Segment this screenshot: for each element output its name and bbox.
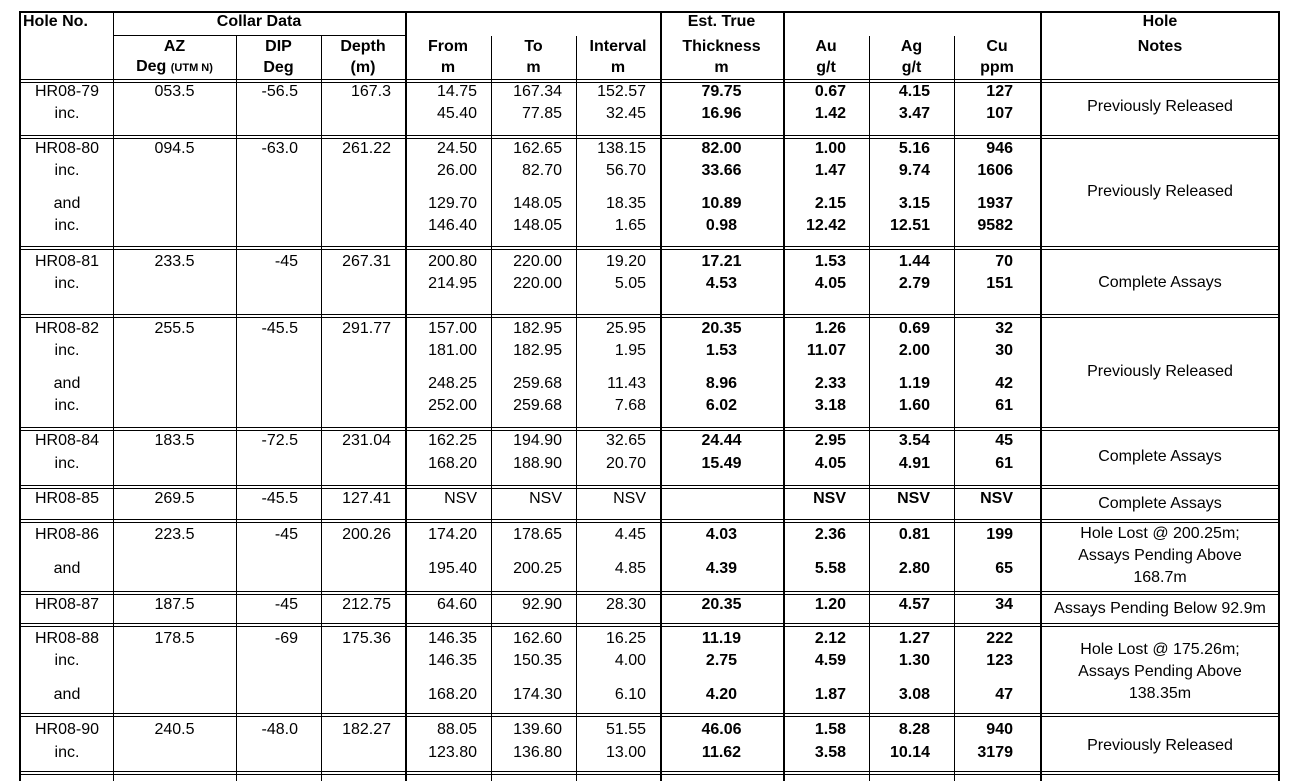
cell-to: 220.00 — [513, 253, 562, 270]
cell-to: 182.95 — [513, 342, 562, 359]
cell-hole: HR08-82 — [34, 320, 100, 337]
cell-est: 4.39 — [705, 560, 738, 577]
cell-au: 1.47 — [814, 162, 846, 179]
cell-from: 45.40 — [436, 105, 477, 122]
cell-hole: HR08-87 — [34, 596, 100, 613]
cell-est: 82.00 — [701, 140, 742, 157]
cell-est: 10.89 — [701, 195, 742, 212]
cell-au: 2.95 — [814, 432, 846, 449]
header-az: AZ — [163, 38, 186, 55]
cell-au: 1.20 — [814, 596, 846, 613]
cell-hole: inc. — [54, 217, 80, 234]
cell-au: 3.58 — [814, 744, 846, 761]
cell-to: 148.05 — [513, 195, 562, 212]
row-divider — [19, 771, 1280, 775]
header-au: Au — [815, 38, 837, 55]
cell-cu: 47 — [995, 686, 1013, 703]
cell-est: 33.66 — [701, 162, 742, 179]
cell-interval: 28.30 — [605, 596, 646, 613]
cell-cu: 940 — [986, 721, 1013, 738]
cell-from: NSV — [444, 490, 477, 507]
note-hr08-88-line3: 138.35m — [1128, 685, 1192, 702]
cell-est: 24.44 — [701, 432, 742, 449]
cell-cu: 61 — [995, 455, 1013, 472]
note-hr08-85: Complete Assays — [1098, 495, 1222, 512]
cell-cu: 65 — [995, 560, 1013, 577]
cell-ag: 3.47 — [898, 105, 930, 122]
cell-au: NSV — [813, 490, 846, 507]
cell-au: 2.12 — [814, 630, 846, 647]
cell-to: 259.68 — [513, 397, 562, 414]
cell-ag: 2.80 — [898, 560, 930, 577]
cell-from: 146.35 — [428, 630, 477, 647]
cell-from: 181.00 — [428, 342, 477, 359]
cell-au: 4.59 — [814, 652, 846, 669]
cell-from: 146.40 — [428, 217, 477, 234]
cell-hole: and — [53, 686, 81, 703]
cell-hole: HR08-79 — [34, 83, 100, 100]
cell-hole: HR08-88 — [34, 630, 100, 647]
cell-au: 11.07 — [806, 342, 846, 359]
cell-interval: 6.10 — [614, 686, 646, 703]
cell-to: 182.95 — [513, 320, 562, 337]
cell-az: 053.5 — [154, 83, 195, 100]
note-hr08-90: Previously Released — [1087, 737, 1233, 754]
cell-au: 1.58 — [814, 721, 846, 738]
cell-hole: inc. — [54, 342, 80, 359]
header-notes-2: Notes — [1137, 38, 1183, 55]
cell-to: 139.60 — [513, 721, 562, 738]
cell-depth: 182.27 — [342, 721, 391, 738]
cell-ag: 8.28 — [898, 721, 930, 738]
row-divider — [19, 314, 1280, 318]
cell-depth: 127.41 — [342, 490, 391, 507]
cell-ag: 9.74 — [898, 162, 930, 179]
cell-from: 129.70 — [428, 195, 477, 212]
cell-hole: HR08-90 — [34, 721, 100, 738]
cell-cu: 199 — [986, 526, 1013, 543]
cell-est: 11.62 — [701, 744, 742, 761]
cell-from: 162.25 — [428, 432, 477, 449]
header-from-unit: m — [440, 59, 456, 76]
cell-cu: 70 — [995, 253, 1013, 270]
cell-az: 178.5 — [154, 630, 195, 647]
cell-interval: 4.45 — [614, 526, 646, 543]
note-hr08-88-line1: Hole Lost @ 175.26m; — [1080, 641, 1240, 658]
header-to-unit: m — [526, 59, 541, 76]
header-depth-unit: (m) — [350, 59, 376, 76]
cell-to: 220.00 — [513, 275, 562, 292]
note-hr08-86-line1: Hole Lost @ 200.25m; — [1080, 525, 1240, 542]
cell-au: 0.67 — [814, 83, 846, 100]
cell-cu: 946 — [986, 140, 1013, 157]
cell-to: 136.80 — [513, 744, 562, 761]
cell-hole: and — [53, 560, 81, 577]
header-to: To — [524, 38, 543, 55]
cell-to: 162.60 — [513, 630, 562, 647]
cell-ag: 2.00 — [898, 342, 930, 359]
cell-au: 1.87 — [814, 686, 846, 703]
cell-az: 233.5 — [154, 253, 195, 270]
header-interval-unit: m — [610, 59, 626, 76]
cell-ag: 12.51 — [889, 217, 930, 234]
cell-interval: 5.05 — [614, 275, 646, 292]
cell-from: 123.80 — [428, 744, 477, 761]
header-collar-data: Collar Data — [216, 13, 302, 30]
cell-au: 5.58 — [814, 560, 846, 577]
note-hr08-88-line2: Assays Pending Above — [1078, 663, 1242, 680]
cell-to: 162.65 — [513, 140, 562, 157]
cell-interval: 11.43 — [607, 375, 646, 392]
cell-ag: 1.60 — [898, 397, 930, 414]
cell-au: 1.26 — [814, 320, 846, 337]
cell-hole: HR08-80 — [34, 140, 100, 157]
cell-hole: inc. — [54, 744, 80, 761]
cell-dip: -45.5 — [261, 490, 298, 507]
cell-depth: 175.36 — [342, 630, 391, 647]
cell-to: 178.65 — [513, 526, 562, 543]
cell-dip: -45.5 — [261, 320, 298, 337]
cell-depth: 167.3 — [350, 83, 391, 100]
cell-from: 248.25 — [428, 375, 477, 392]
cell-cu: 107 — [986, 105, 1013, 122]
cell-ag: 3.54 — [898, 432, 930, 449]
collar-subheader-line — [113, 35, 405, 36]
cell-cu: 61 — [995, 397, 1013, 414]
note-hr08-80: Previously Released — [1087, 183, 1233, 200]
col-divider — [113, 11, 114, 781]
cell-au: 2.15 — [814, 195, 846, 212]
cell-est: 4.20 — [705, 686, 738, 703]
cell-to: 167.34 — [513, 83, 562, 100]
cell-est: 0.98 — [705, 217, 738, 234]
cell-from: 174.20 — [428, 526, 477, 543]
cell-hole: inc. — [54, 652, 80, 669]
cell-hole: inc. — [54, 275, 80, 292]
cell-az: 269.5 — [154, 490, 195, 507]
cell-est: 6.02 — [705, 397, 738, 414]
cell-from: 168.20 — [428, 455, 477, 472]
cell-to: 148.05 — [513, 217, 562, 234]
cell-cu: 123 — [986, 652, 1013, 669]
header-au-unit: g/t — [816, 59, 836, 76]
cell-est: 16.96 — [701, 105, 742, 122]
cell-est: 8.96 — [705, 375, 738, 392]
cell-ag: NSV — [897, 490, 930, 507]
cell-est: 1.53 — [705, 342, 738, 359]
cell-dip: -45 — [274, 596, 298, 613]
cell-to: 200.25 — [513, 560, 562, 577]
cell-hole: inc. — [54, 455, 80, 472]
cell-interval: 1.65 — [614, 217, 646, 234]
cell-ag: 4.15 — [898, 83, 930, 100]
cell-ag: 3.15 — [898, 195, 930, 212]
cell-interval: 4.00 — [614, 652, 646, 669]
cell-to: 92.90 — [521, 596, 562, 613]
cell-interval: 16.25 — [605, 630, 646, 647]
cell-az: 255.5 — [154, 320, 195, 337]
header-interval: Interval — [589, 38, 647, 55]
cell-ag: 4.91 — [898, 455, 930, 472]
cell-ag: 1.44 — [898, 253, 930, 270]
note-hr08-86-line3: 168.7m — [1133, 569, 1187, 586]
cell-est: 79.75 — [701, 83, 742, 100]
cell-hole: HR08-85 — [34, 490, 100, 507]
cell-hole: HR08-84 — [34, 432, 100, 449]
cell-au: 1.00 — [814, 140, 846, 157]
cell-est: 20.35 — [701, 596, 742, 613]
cell-from: 26.00 — [436, 162, 477, 179]
header-ag: Ag — [900, 38, 923, 55]
cell-depth: 261.22 — [342, 140, 391, 157]
cell-cu: 222 — [986, 630, 1013, 647]
cell-from: 24.50 — [436, 140, 477, 157]
cell-hole: inc. — [54, 105, 80, 122]
cell-dip: -63.0 — [261, 140, 298, 157]
cell-au: 12.42 — [805, 217, 846, 234]
cell-interval: 56.70 — [605, 162, 646, 179]
cell-depth: 231.04 — [342, 432, 391, 449]
cell-au: 2.33 — [814, 375, 846, 392]
note-hr08-79: Previously Released — [1087, 98, 1233, 115]
cell-interval: 25.95 — [605, 320, 646, 337]
cell-dip: -69 — [274, 630, 298, 647]
cell-ag: 3.08 — [898, 686, 930, 703]
cell-est: 17.21 — [701, 253, 742, 270]
cell-ag: 0.81 — [898, 526, 930, 543]
header-ag-unit: g/t — [901, 59, 922, 76]
cell-au: 1.42 — [814, 105, 846, 122]
cell-to: NSV — [529, 490, 562, 507]
cell-ag: 10.14 — [889, 744, 930, 761]
cell-from: 157.00 — [428, 320, 477, 337]
note-hr08-84: Complete Assays — [1098, 448, 1222, 465]
row-divider — [19, 135, 1280, 139]
cell-ag: 4.57 — [898, 596, 930, 613]
cell-to: 194.90 — [513, 432, 562, 449]
cell-interval: 4.85 — [614, 560, 646, 577]
cell-interval: 152.57 — [597, 83, 646, 100]
cell-au: 2.36 — [814, 526, 846, 543]
cell-cu: 32 — [995, 320, 1013, 337]
cell-cu: 42 — [995, 375, 1013, 392]
cell-az: 183.5 — [154, 432, 195, 449]
note-hr08-82: Previously Released — [1087, 363, 1233, 380]
cell-interval: 19.20 — [605, 253, 646, 270]
cell-cu: 45 — [995, 432, 1013, 449]
header-thickness: Thickness — [682, 38, 761, 55]
row-divider — [19, 623, 1280, 627]
cell-dip: -56.5 — [261, 83, 298, 100]
header-az-unit: Deg (UTM N) — [136, 58, 213, 75]
cell-interval: 20.70 — [605, 455, 646, 472]
cell-cu: 34 — [995, 596, 1013, 613]
cell-interval: 18.35 — [605, 195, 646, 212]
cell-from: 64.60 — [436, 596, 477, 613]
cell-from: 200.80 — [428, 253, 477, 270]
cell-interval: 51.55 — [605, 721, 646, 738]
cell-to: 77.85 — [521, 105, 562, 122]
cell-hole: HR08-86 — [34, 526, 100, 543]
cell-hole: HR08-81 — [34, 253, 100, 270]
cell-au: 1.53 — [814, 253, 846, 270]
cell-est: 46.06 — [701, 721, 742, 738]
cell-ag: 2.79 — [898, 275, 930, 292]
cell-from: 14.75 — [436, 83, 477, 100]
cell-cu: 127 — [986, 83, 1013, 100]
cell-from: 252.00 — [428, 397, 477, 414]
cell-depth: 212.75 — [342, 596, 391, 613]
cell-interval: 32.65 — [605, 432, 646, 449]
row-divider — [19, 246, 1280, 250]
cell-hole: and — [53, 375, 81, 392]
cell-hole: inc. — [54, 162, 80, 179]
cell-interval: 1.95 — [614, 342, 646, 359]
cell-from: 168.20 — [428, 686, 477, 703]
note-hr08-81: Complete Assays — [1098, 274, 1222, 291]
header-hole-no: Hole No. — [23, 13, 88, 30]
cell-ag: 1.30 — [898, 652, 930, 669]
cell-cu: 1606 — [977, 162, 1013, 179]
cell-cu: 1937 — [977, 195, 1013, 212]
cell-ag: 0.69 — [898, 320, 930, 337]
cell-dip: -72.5 — [261, 432, 298, 449]
note-hr08-86-line2: Assays Pending Above — [1078, 547, 1242, 564]
cell-interval: NSV — [613, 490, 646, 507]
cell-cu: 9582 — [977, 217, 1013, 234]
cell-to: 174.30 — [513, 686, 562, 703]
cell-interval: 7.68 — [614, 397, 646, 414]
header-notes: Hole — [1142, 13, 1178, 30]
cell-from: 88.05 — [436, 721, 477, 738]
header-depth: Depth — [340, 38, 386, 55]
cell-az: 223.5 — [154, 526, 195, 543]
cell-to: 259.68 — [513, 375, 562, 392]
header-thickness-unit: m — [714, 59, 729, 76]
cell-from: 195.40 — [428, 560, 477, 577]
cell-est: 4.53 — [705, 275, 738, 292]
header-est-true: Est. True — [687, 13, 756, 30]
cell-interval: 13.00 — [605, 744, 646, 761]
cell-to: 82.70 — [521, 162, 562, 179]
cell-au: 4.05 — [814, 275, 846, 292]
cell-to: 150.35 — [513, 652, 562, 669]
cell-est: 2.75 — [705, 652, 738, 669]
cell-ag: 5.16 — [898, 140, 930, 157]
cell-ag: 1.19 — [898, 375, 930, 392]
header-dip-unit: Deg — [263, 59, 294, 76]
cell-cu: 151 — [986, 275, 1013, 292]
cell-hole: inc. — [54, 397, 80, 414]
note-hr08-87: Assays Pending Below 92.9m — [1054, 600, 1266, 617]
cell-cu: 30 — [995, 342, 1013, 359]
cell-az: 240.5 — [154, 721, 195, 738]
row-divider — [19, 427, 1280, 431]
cell-ag: 1.27 — [898, 630, 930, 647]
cell-az: 187.5 — [154, 596, 195, 613]
cell-from: 146.35 — [428, 652, 477, 669]
cell-depth: 291.77 — [342, 320, 391, 337]
cell-est: 11.19 — [701, 630, 742, 647]
cell-interval: 32.45 — [605, 105, 646, 122]
cell-from: 214.95 — [428, 275, 477, 292]
cell-est: 15.49 — [701, 455, 742, 472]
cell-cu: 3179 — [977, 744, 1013, 761]
row-divider — [19, 713, 1280, 717]
cell-est: 4.03 — [705, 526, 738, 543]
cell-depth: 267.31 — [342, 253, 391, 270]
header-cu: Cu — [986, 38, 1008, 55]
cell-au: 3.18 — [814, 397, 846, 414]
cell-to: 188.90 — [513, 455, 562, 472]
header-cu-unit: ppm — [980, 59, 1014, 76]
cell-depth: 200.26 — [342, 526, 391, 543]
cell-est: 20.35 — [701, 320, 742, 337]
header-from: From — [428, 38, 468, 55]
row-divider — [19, 591, 1280, 595]
header-dip: DIP — [265, 38, 292, 55]
cell-dip: -45 — [274, 526, 298, 543]
row-divider — [19, 485, 1280, 489]
cell-au: 4.05 — [814, 455, 846, 472]
cell-interval: 138.15 — [597, 140, 646, 157]
cell-dip: -45 — [274, 253, 298, 270]
cell-hole: and — [53, 195, 81, 212]
row-divider — [19, 519, 1280, 523]
cell-dip: -48.0 — [261, 721, 298, 738]
cell-az: 094.5 — [154, 140, 195, 157]
cell-cu: NSV — [980, 490, 1013, 507]
